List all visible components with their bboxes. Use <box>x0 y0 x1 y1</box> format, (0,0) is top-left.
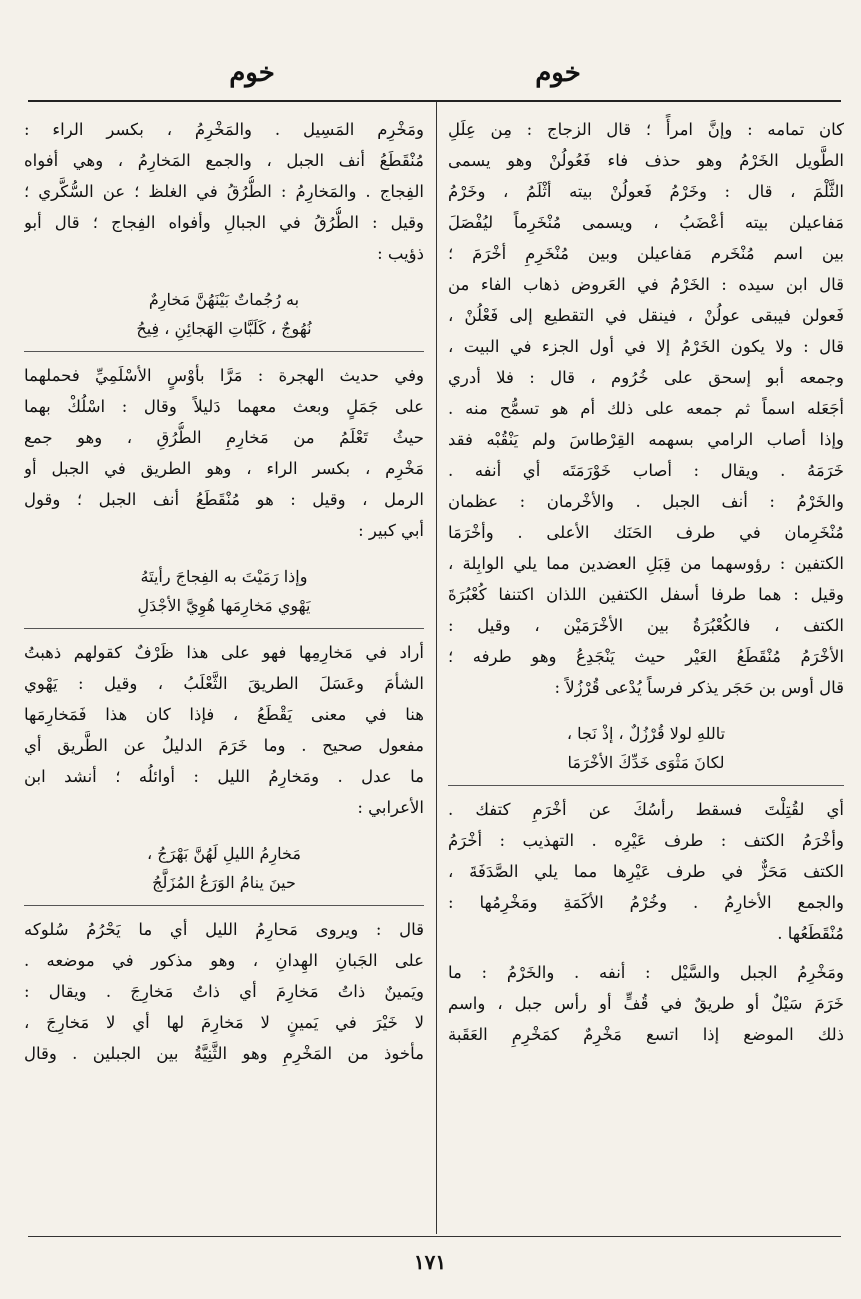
right-column <box>448 114 844 1232</box>
column-divider <box>436 102 437 1234</box>
text-line: الشأمَ وعَسَلَ الطريقَ الثَّعْلَبُ ، وقيل : يَهْوي <box>24 674 424 693</box>
footer-rule <box>28 1236 841 1237</box>
text-line: أراد في مَخارِمِها فهو على هذا ظَرْفٌ كقولهم ذهبتُ <box>24 643 424 662</box>
text-line: مَفاعيلن بيته أعْضَبُ ، ويسمى مُنْخَرِماً ليُفْصَلَ <box>448 213 844 232</box>
verse-line: مَخارِمُ الليلِ لَهُنَّ بَهْرَجُ ، <box>147 844 301 863</box>
text-line: ما عدل . ومَخارِمُ الليل : أوائلُه ؛ أنشد ابن <box>24 767 424 786</box>
verse-separator <box>24 351 424 352</box>
text-line: وقيل : الطُّرُقُ في الجبالِ وأفواه الفِجاج ؛ قال أبو <box>24 213 424 232</box>
text-line: خَرَمَهُ . ويقال : أصاب خَوْرَمَتَه أي أنفه . <box>448 461 844 480</box>
verse-line: حينَ ينامُ الوَرَعُ المُزَلَّجُ <box>152 873 296 892</box>
verse-line: وإذا رَمَيْتَ به الفِجاجَ رأيتَهُ <box>140 567 308 586</box>
text-line: أي لقُتِلْتَ فسقط رأسُكَ عن أخْرَمِ كتفك . <box>448 800 844 819</box>
text-line: الطَّويل الخَرْمُ وهو حذف فاء فَعُولُنْ وهو يسمى <box>448 151 844 170</box>
text-line: ومَخْرِم المَسِيل . والمَخْرِمُ ، بكسر الراء : <box>24 120 424 139</box>
spacer <box>24 269 424 285</box>
text-line: الأعرابي : <box>357 798 424 817</box>
text-line: الفِجاج . والمَخارِمُ : الطُّرُقُ في الغلظ ؛ عن السُّكَّري ؛ <box>24 182 424 201</box>
verse-separator <box>24 628 424 629</box>
text-line: أبي كبير : <box>358 521 424 540</box>
verse-line: نُهُوجٌ ، كَلَبَّاتِ الهَجائِنِ ، فِيحُ <box>136 319 312 338</box>
text-line: أجَعَله اسماً ثم جمعه على ذلك أم هو تسمُّح منه . <box>448 399 844 418</box>
spacer <box>448 949 844 957</box>
text-line: والخَرْمُ : أنف الجبل . والأخْرمان : عظمان <box>448 492 844 511</box>
text-line: الثَّلْمَ ، قال : وخَرْمُ فَعولُنْ بيته أثْلَمُ ، وخَرْمُ <box>448 182 844 201</box>
text-line: ومَخْرِمُ الجبل والسَّيْل : أنفه . والخَرْمُ : ما <box>448 963 844 982</box>
header-rule <box>28 100 841 102</box>
text-line: قال : ولا يكون الخَرْمُ إلا في أول الجزء في البيت ، <box>448 337 844 356</box>
text-line: وإذا أصاب الرامي بسهمه القِرْطاسَ ولم يَنْقُبْه فقد <box>448 430 844 449</box>
text-line: قال : ويروى مَحارِمُ الليل أي ما يَحْرُمُ سُلوكه <box>24 920 424 939</box>
page-number: ١٧١ <box>413 1250 447 1274</box>
text-line: كان تمامه : وإنَّ امرأً ؛ قال الزجاج : مِن عِلَلِ <box>448 120 844 139</box>
text-line: ذلك الموضع إذا اتسع مَخْرِمٌ كمَخْرِمِ العَقَبة <box>448 1025 844 1044</box>
text-line: فَعولن فيبقى عولُنْ ، فينقل في التقطيع إلى فَعْلُنْ ، <box>448 306 844 325</box>
verse-line: لكانَ مَثْوَى خَدِّكَ الأخْرَمَا <box>567 753 725 772</box>
text-line: الأخْرَمُ مُنْقَطَعُ العَيْر حيث يَنْجَدِعُ وهو طرفه ؛ <box>448 647 844 666</box>
spacer <box>24 546 424 562</box>
running-head-right: خوم <box>535 58 581 88</box>
text-line: وفي حديث الهجرة : مَرَّا بأوْسٍ الأسْلَمِيِّ فحملهما <box>24 366 424 385</box>
text-line: مُنْقَطَعُ أنف الجبل ، والجمع المَخارِمُ ، وهي أفواه <box>24 151 424 170</box>
verse-line: به رُجُماتٌ بَيْنَهُنَّ مَخارِمٌ <box>148 290 300 309</box>
left-column <box>24 114 424 1232</box>
spacer <box>448 703 844 719</box>
text-line: والجمع الأخارِمُ . وخُرْمُ الأكَمَةِ ومَخْرِمُها : <box>448 893 844 912</box>
text-line: وقيل : هما طرفا أسفل الكتفين اللذان اكتنفا كُعْبُرَةَ <box>448 585 844 604</box>
text-line: خَرَمَ سَيْلٌ أو طريقٌ في قُفٍّ أو رأس جبل ، واسم <box>448 994 844 1013</box>
text-line: مفعول صحيح . وما خَرَمَ الدليلُ عن الطَّريق أي <box>24 736 424 755</box>
running-head-left: خوم <box>229 58 275 88</box>
verse-line: تاللهِ لولا قُرْزُلٌ ، إذْ نَجا ، <box>566 724 726 743</box>
verse-line: يَهْوي مَخارِمَها هُوِيَّ الأجْدَلِ <box>137 596 311 615</box>
text-line: مأخوذ من المَخْرِمِ وهو الثَّنِيَّةُ بين الجبلين . وقال <box>24 1044 424 1063</box>
verse-separator <box>24 905 424 906</box>
text-line: الكتف ، فالكُعْبُرَةُ بين الأخْرَمَيْن ، وقيل : <box>448 616 844 635</box>
text-line: مَخْرِم ، بكسر الراء ، وهو الطريق في الجبل أو <box>24 459 424 478</box>
text-line: مُنْقَطَعُها . <box>777 924 844 943</box>
text-line: على الجَبانِ الهِدانِ ، وهو مذكور في موضعه . <box>24 951 424 970</box>
text-line: حيثُ تَعْلَمُ من مَخارِمِ الطُّرُقِ ، وهو جمع <box>24 428 424 447</box>
text-line: مُنْخَرِمان في طرف الحَنَك الأعلى . وأخْرَمَا <box>448 523 844 542</box>
text-line: وأخْرَمُ الكتف : طرف عَيْرِه . التهذيب : أخْرَمُ <box>448 831 844 850</box>
text-line: هنا في معنى يَقْطَعُ ، فإذا كان هذا فَمَخارِمَها <box>24 705 424 724</box>
text-line: لا خَيْرَ في يَمينٍ لا مَخارِمَ لها أي لا مَخارِجَ ، <box>24 1013 424 1032</box>
verse-separator <box>448 785 844 786</box>
text-line: وجمعه أبو إسحق على خُرُوم ، قال : فلا أدري <box>448 368 844 387</box>
text-line: قال ابن سيده : الخَرْمُ في العَروض ذهاب الفاء من <box>448 275 844 294</box>
text-line: على جَمَلٍ وبعث معهما دَليلاً وقال : اسْلُكْ بهما <box>24 397 424 416</box>
text-line: الكتفين : رؤوسهما من قِبَلِ العضدين مما يلي الوابِلة ، <box>448 554 844 573</box>
text-line: الكتف مَحَزٌّ في طرف عَيْرِها مما يلي الصَّدَفَةَ ، <box>448 862 844 881</box>
text-line: ويَمينٌ ذاتُ مَخارِمَ أي ذاتُ مَخارِجَ . ويقال : <box>24 982 424 1001</box>
text-line: قال أوس بن حَجَر يذكر فرساً يُدْعى قُرْزُلاً : <box>554 678 844 697</box>
spacer <box>24 823 424 839</box>
text-line: بين اسم مُنْخَرم مَفاعيلن وبين مُنْخَرِمِ أخْرَمَ ؛ <box>448 244 844 263</box>
text-line: الرمل ، وقيل : هو مُنْقَطَعُ أنف الجبل ؛ وقول <box>24 490 424 509</box>
text-line: ذؤيب : <box>377 244 424 263</box>
